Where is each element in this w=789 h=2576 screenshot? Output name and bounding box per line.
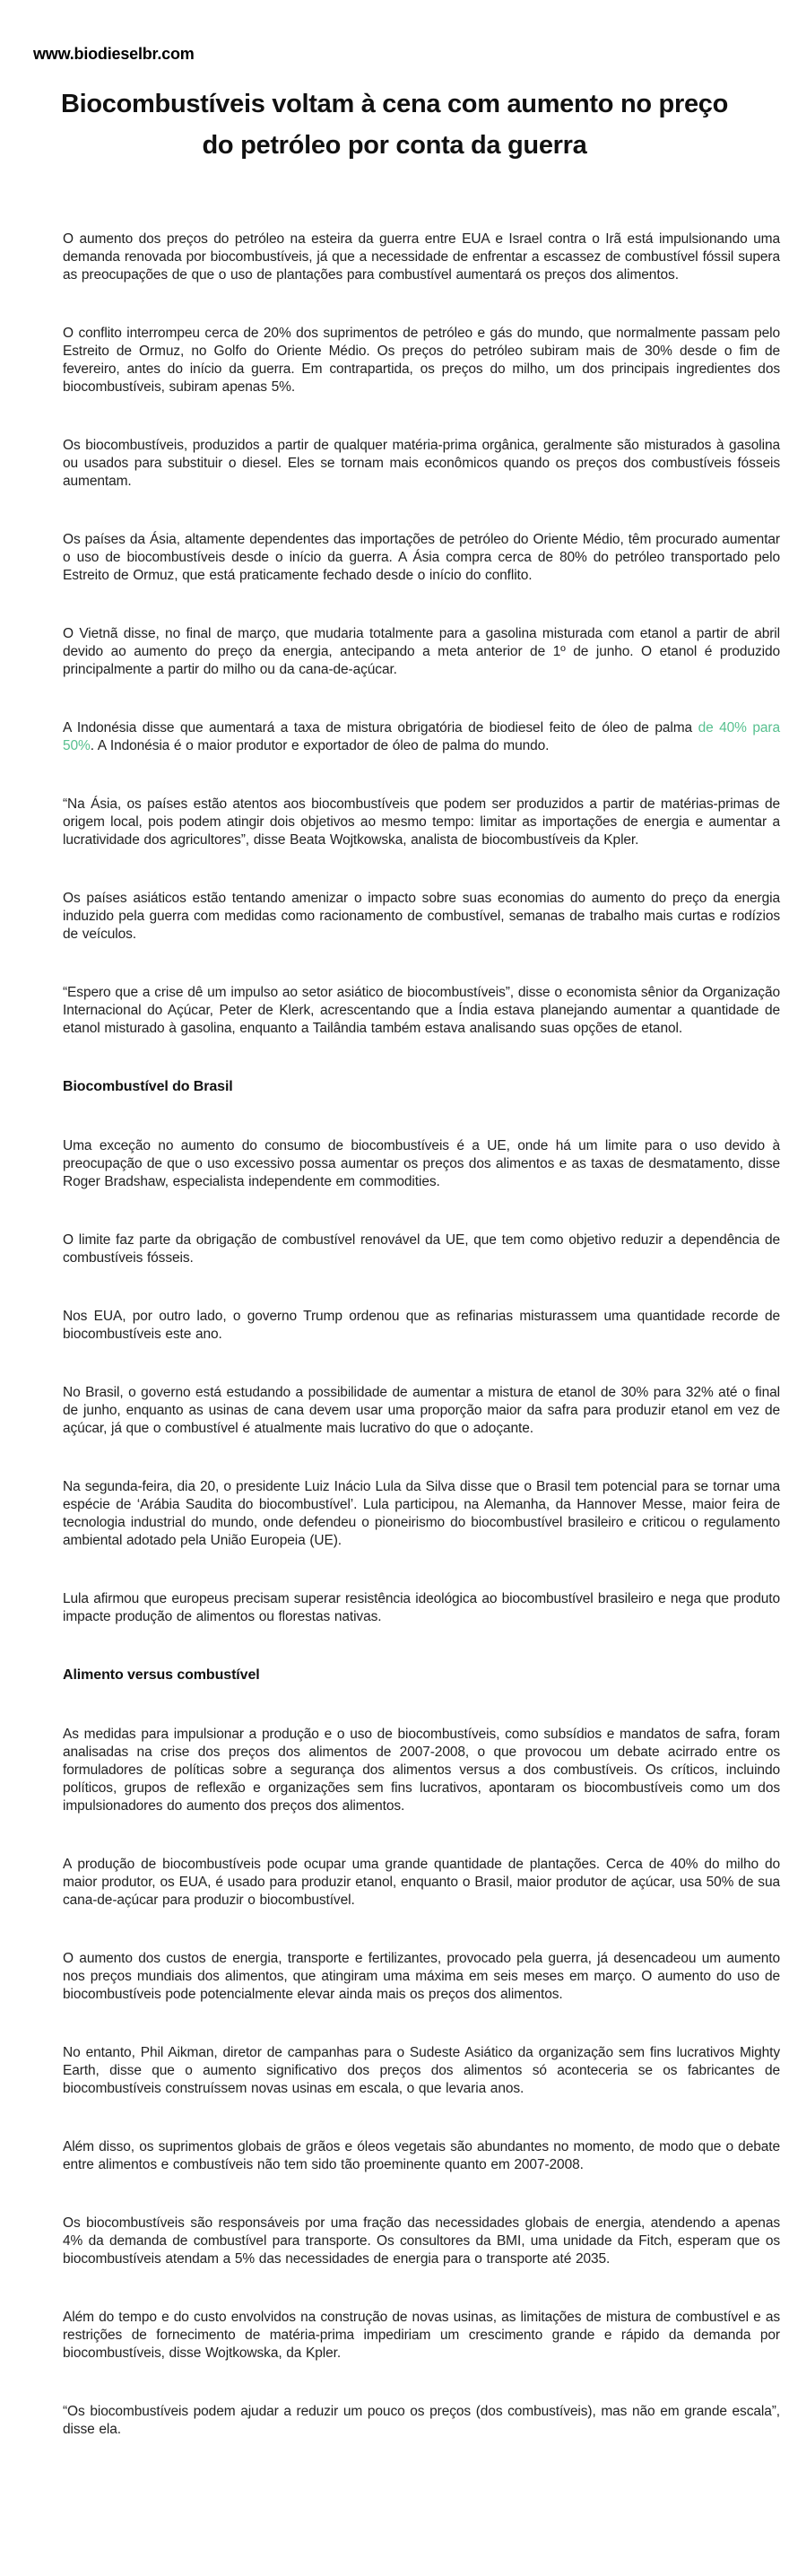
section-heading-alimento-versus-combustivel: Alimento versus combustível [63,1667,260,1683]
article-page [0,45,789,2576]
page-title: Biocombustíveis voltam à cena com aumento no preço do petróleo por conta da guerra [60,90,729,160]
site-url: www.biodieselbr.com [33,45,195,63]
blend-rate-link[interactable]: de 40% para 50% [63,720,780,753]
article-paragraph: “Na Ásia, os países estão atentos aos biocombustíveis que podem ser produzidos a partir de matérias-primas de origem local, pois podem atingir dois objetivos ao mesmo tempo: limitar as importações de energia e aumentar a lucratividade dos agricultores”, disse Beata Wojtkowska, analista de biocombustíveis da Kpler. [63,796,780,848]
article-paragraph: Além do tempo e do custo envolvidos na construção de novas usinas, as limitações de mistura de combustível e as restrições de fornecimento de matéria-prima impediriam um crescimento grande e rápido da demanda por biocombustíveis, disse Wojtkowska, da Kpler. [63,2310,780,2361]
article-paragraph: O aumento dos custos de energia, transporte e fertilizantes, provocado pela guerra, já desencadeou um aumento nos preços mundiais dos alimentos, que atingiram uma máxima em seis meses em março. O aumento do uso de biocombustíveis pode potencialmente elevar ainda mais os preços dos alimentos. [63,1951,780,2002]
section-heading-biocombustivel-do-brasil: Biocombustível do Brasil [63,1079,233,1094]
article-paragraph: Na segunda-feira, dia 20, o presidente Luiz Inácio Lula da Silva disse que o Brasil tem potencial para se tornar uma espécie de ‘Arábia Saudita do biocombustível’. Lula participou, na Alemanha, da Hannover Messe, maior feira de tecnologia industrial do mundo, onde defendeu o pioneirismo do biocombustível brasileiro e criticou o regulamento ambiental adotado pela União Europeia (UE). [63,1479,780,1548]
article-paragraph: No entanto, Phil Aikman, diretor de campanhas para o Sudeste Asiático da organização sem fins lucrativos Mighty Earth, disse que o aumento significativo dos preços dos alimentos só aconteceria se os fabricantes de biocombustíveis construíssem novas usinas em escala, o que levaria anos. [63,2045,780,2096]
article-paragraph: A produção de biocombustíveis pode ocupar uma grande quantidade de plantações. Cerca de 40% do milho do maior produtor, os EUA, é usado para produzir etanol, enquanto o Brasil, maior produtor de açúcar, usa 50% de sua cana-de-açúcar para produzir o biocombustível. [63,1857,780,1908]
article-paragraph: O conflito interrompeu cerca de 20% dos suprimentos de petróleo e gás do mundo, que normalmente passam pelo Estreito de Ormuz, no Golfo do Oriente Médio. Os preços do petróleo subiram mais de 30% desde o fim de fevereiro, antes do início da guerra. Em contrapartida, os preços do milho, um dos principais ingredientes dos biocombustíveis, subiram apenas 5%. [63,326,780,395]
article-paragraph: Uma exceção no aumento do consumo de biocombustíveis é a UE, onde há um limite para o uso devido à preocupação de que o uso excessivo possa aumentar os preços dos alimentos e as taxas de desmatamento, disse Roger Bradshaw, especialista independente em commodities. [63,1138,780,1189]
article-paragraph: O aumento dos preços do petróleo na esteira da guerra entre EUA e Israel contra o Irã está impulsionando uma demanda renovada por biocombustíveis, já que a necessidade de enfrentar a escassez de combustível fóssil supera as preocupações de que o uso de plantações para combustível aumentará os preços dos alimentos. [63,231,780,283]
article-paragraph: “Espero que a crise dê um impulso ao setor asiático de biocombustíveis”, disse o economista sênior da Organização Internacional do Açúcar, Peter de Klerk, acrescentando que a Índia estava planejando aumentar a quantidade de etanol misturado à gasolina, enquanto a Tailândia também estava analisando suas opções de etanol. [63,985,780,1036]
paragraph-text: A Indonésia disse que aumentará a taxa de mistura obrigatória de biodiesel feito de óleo de palma [63,720,698,735]
article-paragraph: O limite faz parte da obrigação de combustível renovável da UE, que tem como objetivo reduzir a dependência de combustíveis fósseis. [63,1232,780,1266]
article-paragraph: As medidas para impulsionar a produção e o uso de biocombustíveis, como subsídios e mandatos de safra, foram analisadas na crise dos preços dos alimentos de 2007-2008, o que provocou um debate acirrado entre os formuladores de políticas sobre a segurança dos alimentos versus a dos combustíveis. Os críticos, incluindo políticos, grupos de reflexão e organizações sem fins lucrativos, apontaram os biocombustíveis como um dos impulsionadores do aumento dos preços dos alimentos. [63,1727,780,1814]
article-paragraph: Os países da Ásia, altamente dependentes das importações de petróleo do Oriente Médio, têm procurado aumentar o uso de biocombustíveis desde o início da guerra. A Ásia compra cerca de 80% do petróleo transportado pelo Estreito de Ormuz, que está praticamente fechado desde o início do conflito. [63,532,780,583]
article-paragraph: Lula afirmou que europeus precisam superar resistência ideológica ao biocombustível brasileiro e nega que produto impacte produção de alimentos ou florestas nativas. [63,1591,780,1624]
article-paragraph: Nos EUA, por outro lado, o governo Trump ordenou que as refinarias misturassem uma quantidade recorde de biocombustíveis este ano. [63,1309,780,1342]
article-paragraph: Além disso, os suprimentos globais de grãos e óleos vegetais são abundantes no momento, de modo que o debate entre alimentos e combustíveis não tem sido tão proeminente quanto em 2007-2008. [63,2139,780,2172]
article-paragraph: “Os biocombustíveis podem ajudar a reduzir um pouco os preços (dos combustíveis), mas não em grande escala”, disse ela. [63,2404,780,2437]
article-paragraph: No Brasil, o governo está estudando a possibilidade de aumentar a mistura de etanol de 30% para 32% até o final de junho, enquanto as usinas de cana devem usar uma proporção maior da safra para produzir etanol em vez de açúcar, já que o combustível é atualmente mais lucrativo do que o adoçante. [63,1385,780,1436]
paragraph-text: . A Indonésia é o maior produtor e exportador de óleo de palma do mundo. [90,738,550,753]
article-paragraph-with-link [63,719,780,755]
article-paragraph: Os países asiáticos estão tentando amenizar o impacto sobre suas economias do aumento do preço da energia induzido pela guerra com medidas como racionamento de combustível, semanas de trabalho mais curtas e rodízios de veículos. [63,891,780,942]
article-paragraph: O Vietnã disse, no final de março, que mudaria totalmente para a gasolina misturada com etanol a partir de abril devido ao aumento do preço da energia, antecipando a meta anterior de 1º de junho. O etanol é produzido principalmente a partir do milho ou da cana-de-açúcar. [63,626,780,677]
article-body [0,231,789,2548]
article-paragraph: Os biocombustíveis são responsáveis por uma fração das necessidades globais de energia, atendendo a apenas 4% da demanda de combustível para transporte. Os consultores da BMI, uma unidade da Fitch, esperam que os biocombustíveis atendam a 5% das necessidades de energia para o transporte até 2035. [63,2215,780,2267]
article-paragraph: Os biocombustíveis, produzidos a partir de qualquer matéria-prima orgânica, geralmente são misturados à gasolina ou usados para substituir o diesel. Eles se tornam mais econômicos quando os preços dos combustíveis fósseis aumentam. [63,438,780,489]
